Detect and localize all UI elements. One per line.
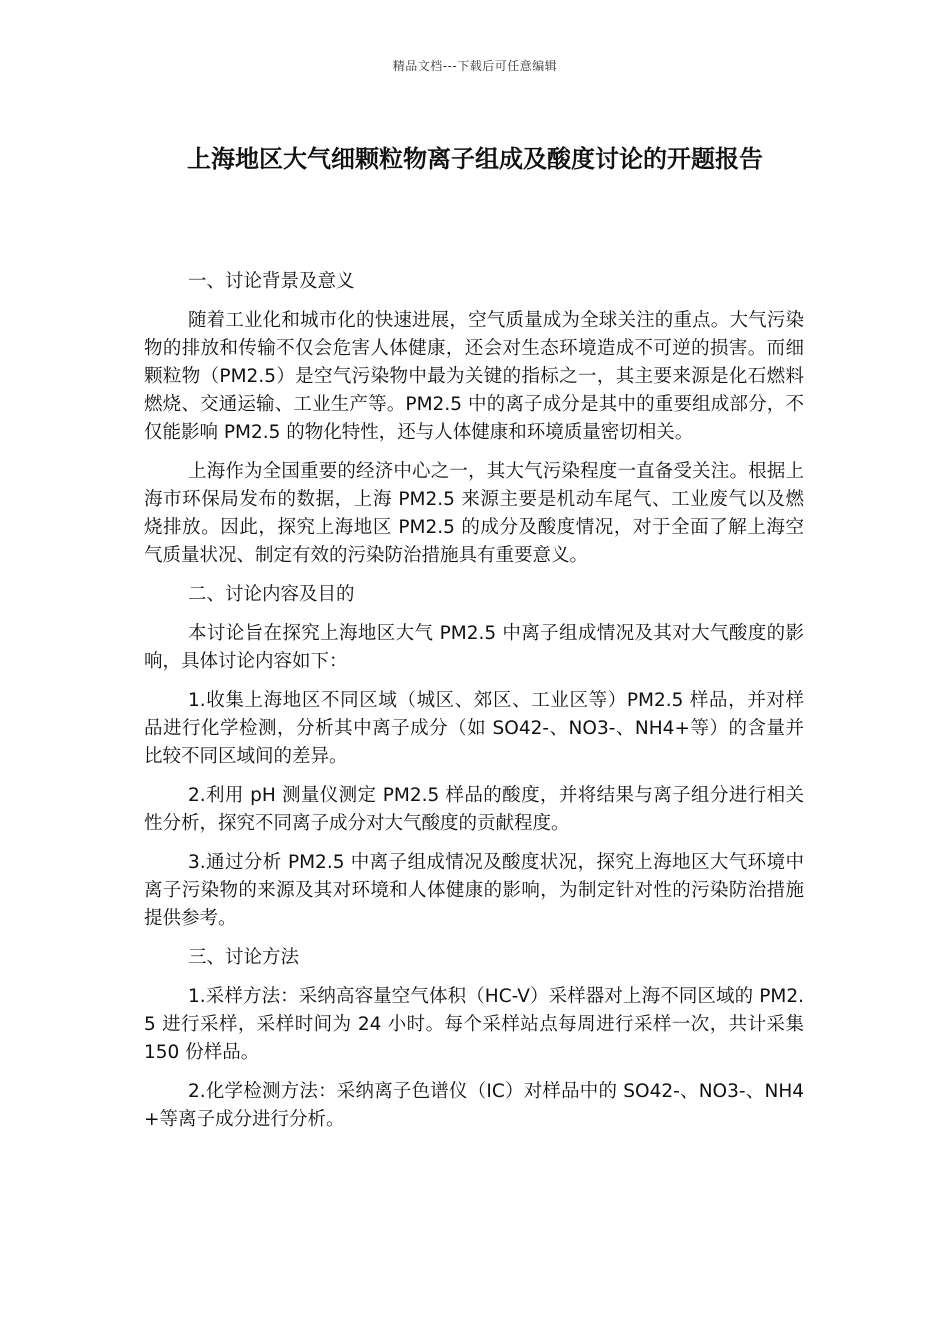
- section-heading-content: 二、讨论内容及目的: [188, 584, 355, 605]
- paragraph-methods-sampling: 1.采样方法：采纳高容量空气体积（HC-V）采样器对上海不同区域的 PM2.5 进行采样，采样时间为 24 小时。每个采样站点每周进行采样一次，共计采集 150 份样品。: [144, 986, 804, 1063]
- paragraph-content-item-2: 2.利用 pH 测量仪测定 PM2.5 样品的酸度，并将结果与离子组分进行相关性分析，探究不同离子成分对大气酸度的贡献程度。: [144, 785, 804, 834]
- paragraph-content-intro: 本讨论旨在探究上海地区大气 PM2.5 中离子组成情况及其对大气酸度的影响，具体讨论内容如下：: [144, 623, 804, 672]
- paragraph-methods-analysis: 2.化学检测方法：采纳离子色谱仪（IC）对样品中的 SO42-、NO3-、NH4+等离子成分进行分析。: [144, 1081, 804, 1130]
- paragraph-background-1: 随着工业化和城市化的快速进展，空气质量成为全球关注的重点。大气污染物的排放和传输不仅会危害人体健康，还会对生态环境造成不可逆的损害。而细颗粒物（PM2.5）是空气污染物中最为关键的指标之一，其主要来源是化石燃料燃烧、交通运输、工业生产等。PM2.5 中的离子成分是其中的重要组成部分，不仅能影响 PM2.5 的物化特性，还与人体健康和环境质量密切相关。: [144, 310, 804, 443]
- paragraph-content-item-1: 1.收集上海地区不同区域（城区、郊区、工业区等）PM2.5 样品，并对样品进行化学检测，分析其中离子成分（如 SO42-、NO3-、NH4+等）的含量并比较不同区域间的差异。: [144, 690, 804, 767]
- page-header: 精品文档---下载后可任意编辑: [392, 59, 558, 73]
- paragraph-background-2: 上海作为全国重要的经济中心之一，其大气污染程度一直备受关注。根据上海市环保局发布的数据，上海 PM2.5 来源主要是机动车尾气、工业废气以及燃烧排放。因此，探究上海地区 PM2.5 的成分及酸度情况，对于全面了解上海空气质量状况、制定有效的污染防治措施具有重要意义。: [144, 461, 804, 566]
- document-title: 上海地区大气细颗粒物离子组成及酸度讨论的开题报告: [187, 145, 763, 173]
- paragraph-content-item-3: 3.通过分析 PM2.5 中离子组成情况及酸度状况，探究上海地区大气环境中离子污染物的来源及其对环境和人体健康的影响，为制定针对性的污染防治措施提供参考。: [144, 852, 804, 929]
- document-body: [144, 268, 804, 1145]
- section-heading-methods: 三、讨论方法: [188, 947, 300, 968]
- section-heading-background: 一、讨论背景及意义: [188, 271, 355, 292]
